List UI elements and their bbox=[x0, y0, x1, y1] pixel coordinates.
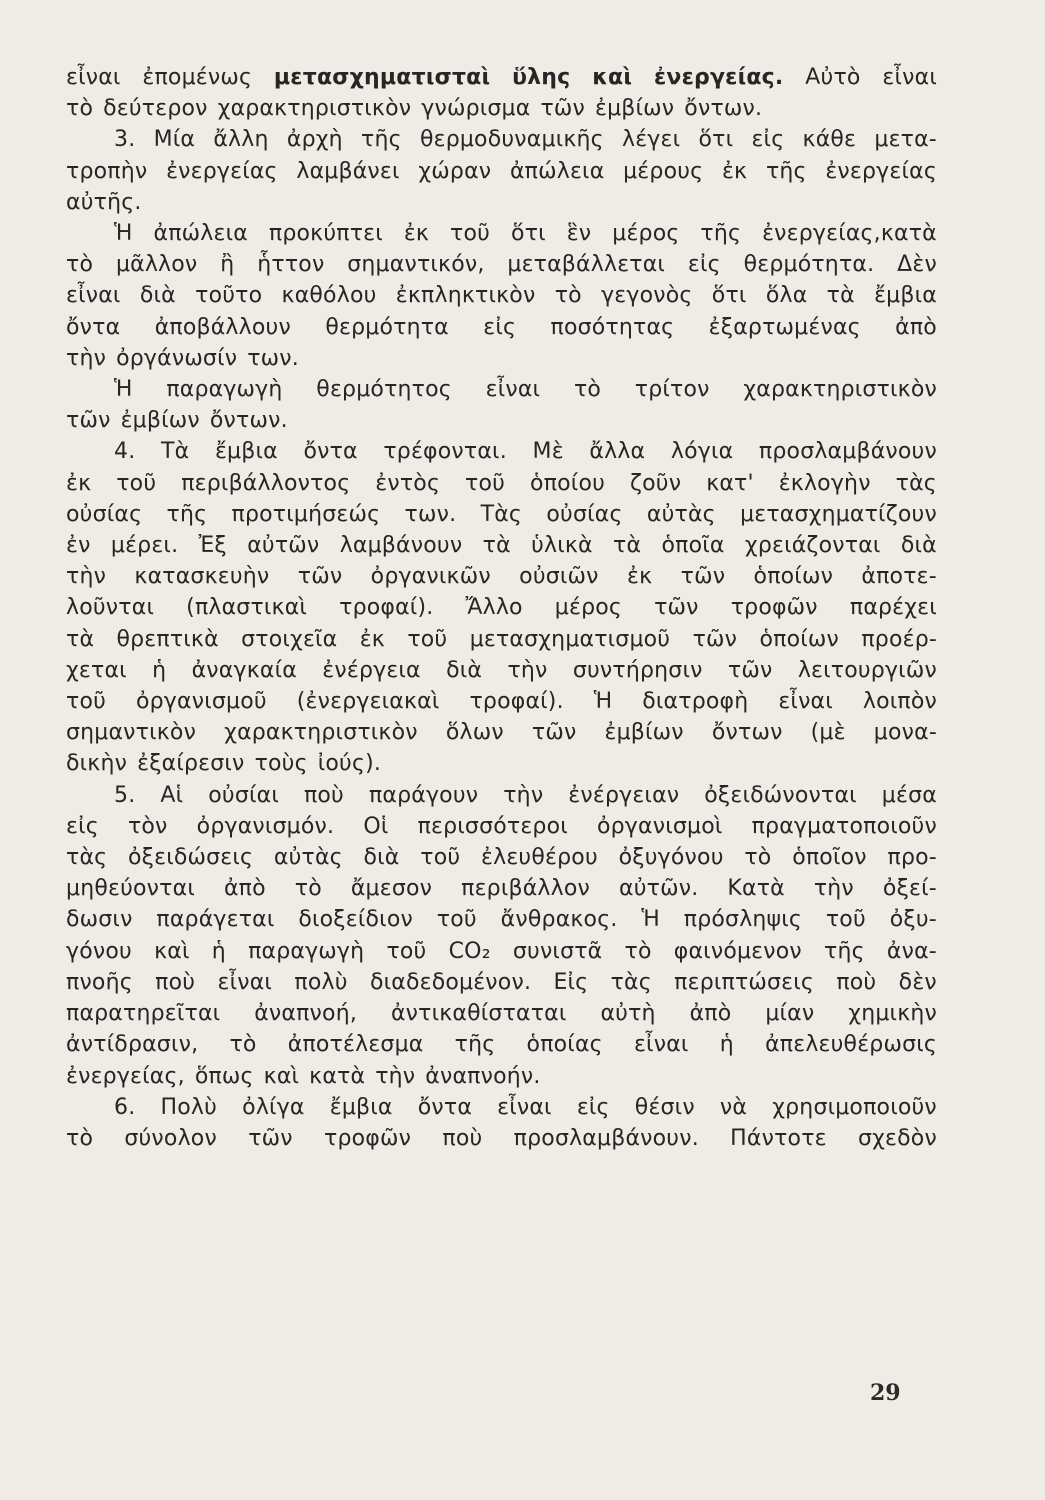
text-line: τὸ μᾶλλον ἢ ἧττον σημαντικόν, μεταβάλλεται εἰς θερμότητα. Δὲν bbox=[66, 252, 937, 278]
text-line: τροπὴν ἐνεργείας λαμβάνει χώραν ἀπώλεια μέρους ἐκ τῆς ἐνεργείας bbox=[66, 158, 937, 184]
text-line: χεται ἡ ἀναγκαία ἐνέργεια διὰ τὴν συντήρησιν τῶν λειτουργιῶν bbox=[66, 657, 937, 683]
text-line: γόνου καὶ ἡ παραγωγὴ τοῦ CO₂ συνιστᾶ τὸ φαινόμενον τῆς ἀνα- bbox=[66, 938, 937, 964]
text-line: 5. Αἱ οὐσίαι ποὺ παράγουν τὴν ἐνέργειαν ὀξειδώνονται μέσα bbox=[114, 782, 937, 808]
text-line: παρατηρεῖται ἀναπνοή, ἀντικαθίσταται αὐτὴ ἀπὸ μίαν χημικὴν bbox=[66, 1001, 937, 1027]
text-line: Ἡ ἀπώλεια προκύπτει ἐκ τοῦ ὅτι ἓν μέρος τῆς ἐνεργείας,κατὰ bbox=[114, 221, 937, 247]
body-text bbox=[66, 62, 937, 1154]
text-line: πνοῆς ποὺ εἶναι πολὺ διαδεδομένον. Εἰς τὰς περιπτώσεις ποὺ δὲν bbox=[66, 969, 937, 995]
text-line: δωσιν παράγεται διοξείδιον τοῦ ἄνθρακος. Ἡ πρόσληψις τοῦ ὀξυ- bbox=[66, 907, 937, 933]
text-line: σημαντικὸν χαρακτηριστικὸν ὅλων τῶν ἐμβίων ὄντων (μὲ μονα- bbox=[66, 720, 937, 746]
text-line: τὰς ὀξειδώσεις αὐτὰς διὰ τοῦ ἐλευθέρου ὀξυγόνου τὸ ὁποῖον προ- bbox=[66, 845, 937, 871]
text-line: ἐνεργείας, ὅπως καὶ κατὰ τὴν ἀναπνοήν. bbox=[66, 1063, 541, 1089]
text-line: 4. Τὰ ἔμβια ὄντα τρέφονται. Μὲ ἄλλα λόγια προσλαμβάνουν bbox=[114, 439, 937, 465]
text-line: εἰς τὸν ὀργανισμόν. Οἱ περισσότεροι ὀργανισμοὶ πραγματοποιοῦν bbox=[66, 813, 937, 839]
text-line: 3. Μία ἄλλη ἀρχὴ τῆς θερμοδυναμικῆς λέγει ὅτι εἰς κάθε μετα- bbox=[114, 127, 937, 153]
text-line: 6. Πολὺ ὀλίγα ἔμβια ὄντα εἶναι εἰς θέσιν νὰ χρησιμοποιοῦν bbox=[114, 1094, 937, 1120]
text-line: εἶναι διὰ τοῦτο καθόλου ἐκπληκτικὸν τὸ γεγονὸς ὅτι ὅλα τὰ ἔμβια bbox=[66, 283, 937, 309]
text-line: λοῦνται (πλαστικαὶ τροφαί). Ἄλλο μέρος τῶν τροφῶν παρέχει bbox=[66, 595, 937, 621]
text-line: τὴν ὀργάνωσίν των. bbox=[66, 345, 299, 371]
text-line: εἶναι ἐπομένως μετασχηματισταὶ ὕλης καὶ ἐνεργείας. Αὐτὸ εἶναι bbox=[66, 65, 937, 90]
text-line: τὸ σύνολον τῶν τροφῶν ποὺ προσλαμβάνουν. Πάντοτε σχεδὸν bbox=[66, 1125, 937, 1151]
text-line: οὐσίας τῆς προτιμήσεώς των. Τὰς οὐσίας αὐτὰς μετασχηματίζουν bbox=[66, 501, 937, 527]
text-line: ἐκ τοῦ περιβάλλοντος ἐντὸς τοῦ ὁποίου ζοῦν κατ' ἐκλογὴν τὰς bbox=[66, 470, 937, 496]
text-line: τὴν κατασκευὴν τῶν ὀργανικῶν οὐσιῶν ἐκ τῶν ὁποίων ἀποτε- bbox=[66, 564, 937, 590]
text-line: αὐτῆς. bbox=[66, 189, 142, 215]
text-line: τῶν ἐμβίων ὄντων. bbox=[66, 408, 288, 434]
text-line: τὸ δεύτερον χαρακτηριστικὸν γνώρισμα τῶν ἐμβίων ὄντων. bbox=[66, 96, 763, 122]
text-line: ὄντα ἀποβάλλουν θερμότητα εἰς ποσότητας ἐξαρτωμένας ἀπὸ bbox=[66, 314, 937, 340]
text-line: τοῦ ὀργανισμοῦ (ἐνεργειακαὶ τροφαί). Ἡ διατροφὴ εἶναι λοιπὸν bbox=[66, 689, 937, 715]
text-line: δικὴν ἐξαίρεσιν τοὺς ἰούς). bbox=[66, 751, 382, 777]
text-line: ἀντίδρασιν, τὸ ἀποτέλεσμα τῆς ὁποίας εἶναι ἡ ἀπελευθέρωσις bbox=[66, 1032, 937, 1058]
text-line: Ἡ παραγωγὴ θερμότητος εἶναι τὸ τρίτον χαρακτηριστικὸν bbox=[114, 377, 937, 403]
text-line: τὰ θρεπτικὰ στοιχεῖα ἐκ τοῦ μετασχηματισμοῦ τῶν ὁποίων προέρ- bbox=[66, 626, 937, 652]
text-line: μηθεύονται ἀπὸ τὸ ἄμεσον περιβάλλον αὐτῶν. Κατὰ τὴν ὀξεί- bbox=[66, 876, 937, 902]
text-line: ἐν μέρει. Ἐξ αὐτῶν λαμβάνουν τὰ ὑλικὰ τὰ ὁποῖα χρειάζονται διὰ bbox=[66, 533, 937, 559]
page-number: 29 bbox=[870, 1380, 901, 1406]
